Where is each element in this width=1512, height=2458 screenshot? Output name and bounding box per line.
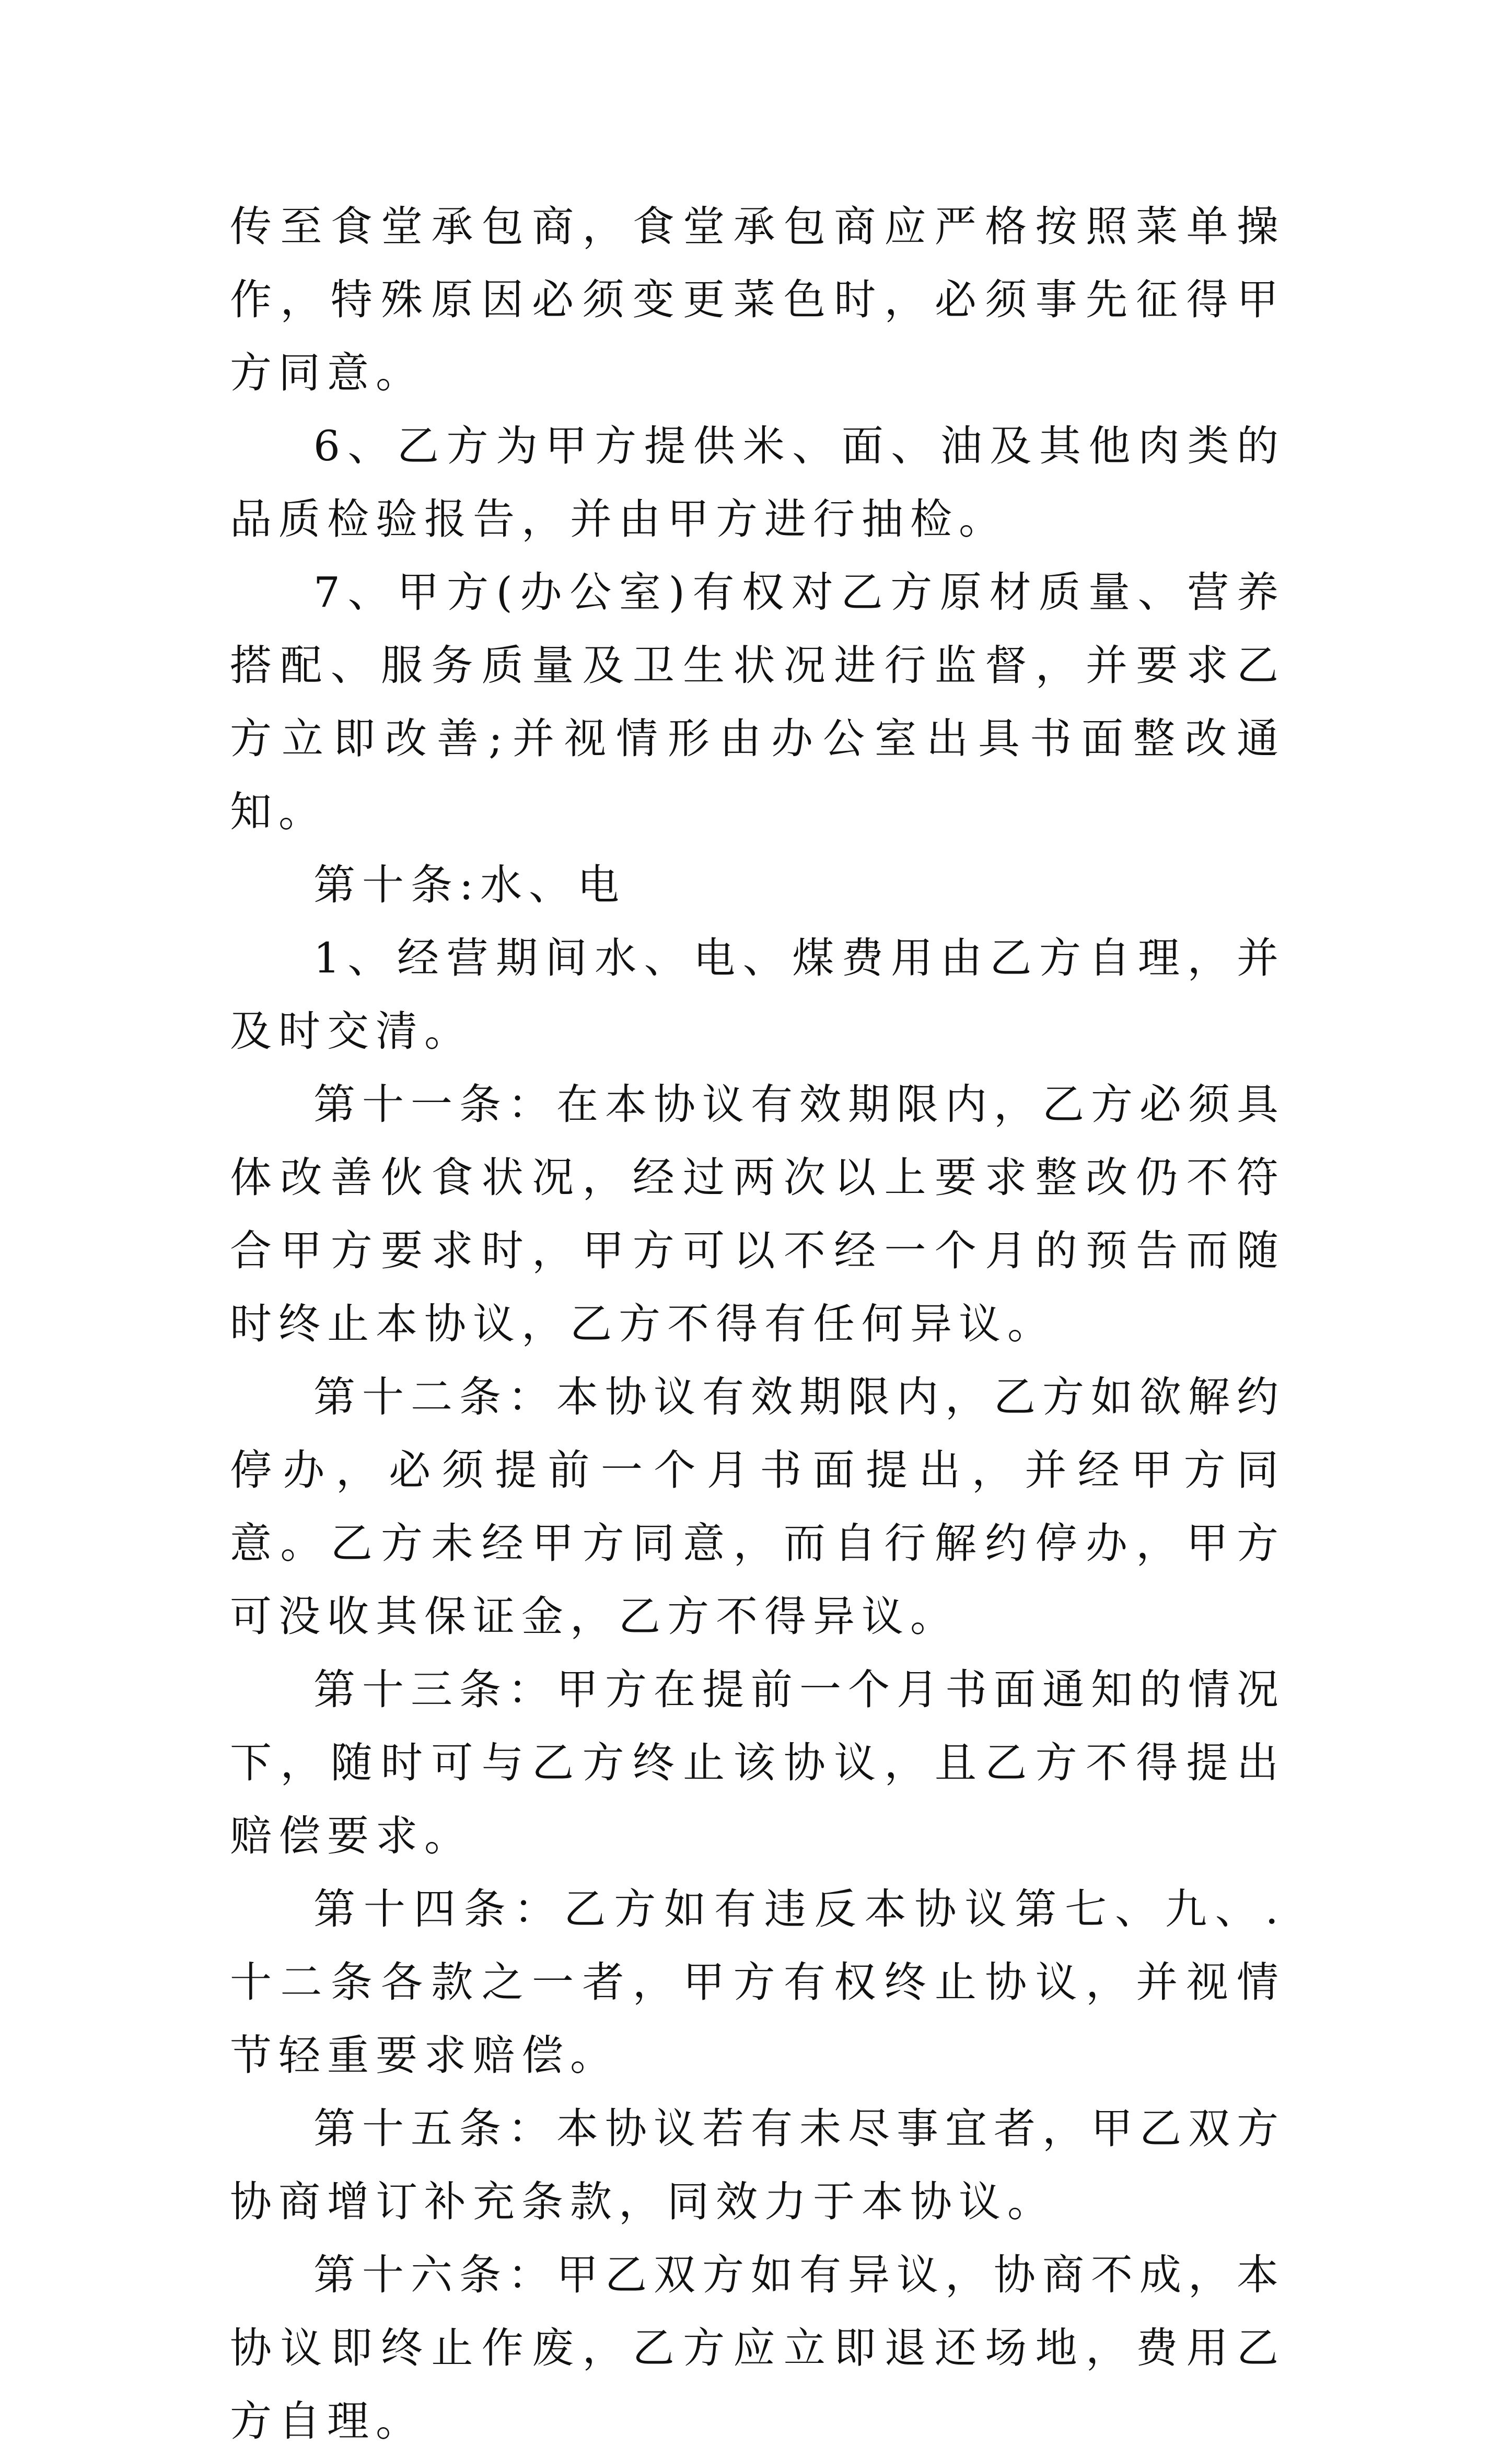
document-body bbox=[230, 190, 1285, 2458]
paragraph-item-6: 6、乙方为甲方提供米、面、油及其他肉类的品质检验报告，并由甲方进行抽检。 bbox=[230, 422, 1285, 543]
paragraph-item-7: 7、甲方(办公室)有权对乙方原材质量、营养搭配、服务质量及卫生状况进行监督，并要求乙方立即改善;并视情形由办公室出具书面整改通知。 bbox=[230, 568, 1285, 836]
article-10-heading: 第十条:水、电 bbox=[313, 861, 626, 909]
article-10-item-1: 1、经营期间水、电、煤费用由乙方自理，并及时交清。 bbox=[230, 934, 1285, 1056]
article-12: 第十二条：本协议有效期限内，乙方如欲解约停办，必须提前一个月书面提出，并经甲方同意。乙方未经甲方同意，而自行解约停办，甲方可没收其保证金，乙方不得异议。 bbox=[230, 1373, 1285, 1641]
article-14: 第十四条：乙方如有违反本协议第七、九、.十二条各款之一者，甲方有权终止协议，并视情节轻重要求赔偿。 bbox=[230, 1885, 1285, 2080]
article-15: 第十五条：本协议若有未尽事宜者，甲乙双方协商增订补充条款，同效力于本协议。 bbox=[230, 2104, 1285, 2226]
article-16: 第十六条：甲乙双方如有异议，协商不成，本协议即终止作废，乙方应立即退还场地，费用乙方自理。 bbox=[230, 2251, 1285, 2445]
article-13: 第十三条：甲方在提前一个月书面通知的情况下，随时可与乙方终止该协议，且乙方不得提出赔偿要求。 bbox=[230, 1665, 1285, 1860]
paragraph-continuation: 传至食堂承包商，食堂承包商应严格按照菜单操作，特殊原因必须变更菜色时，必须事先征得甲方同意。 bbox=[230, 202, 1285, 397]
article-11: 第十一条：在本协议有效期限内，乙方必须具体改善伙食状况，经过两次以上要求整改仍不符合甲方要求时，甲方可以不经一个月的预告而随时终止本协议，乙方不得有任何异议。 bbox=[230, 1080, 1285, 1348]
